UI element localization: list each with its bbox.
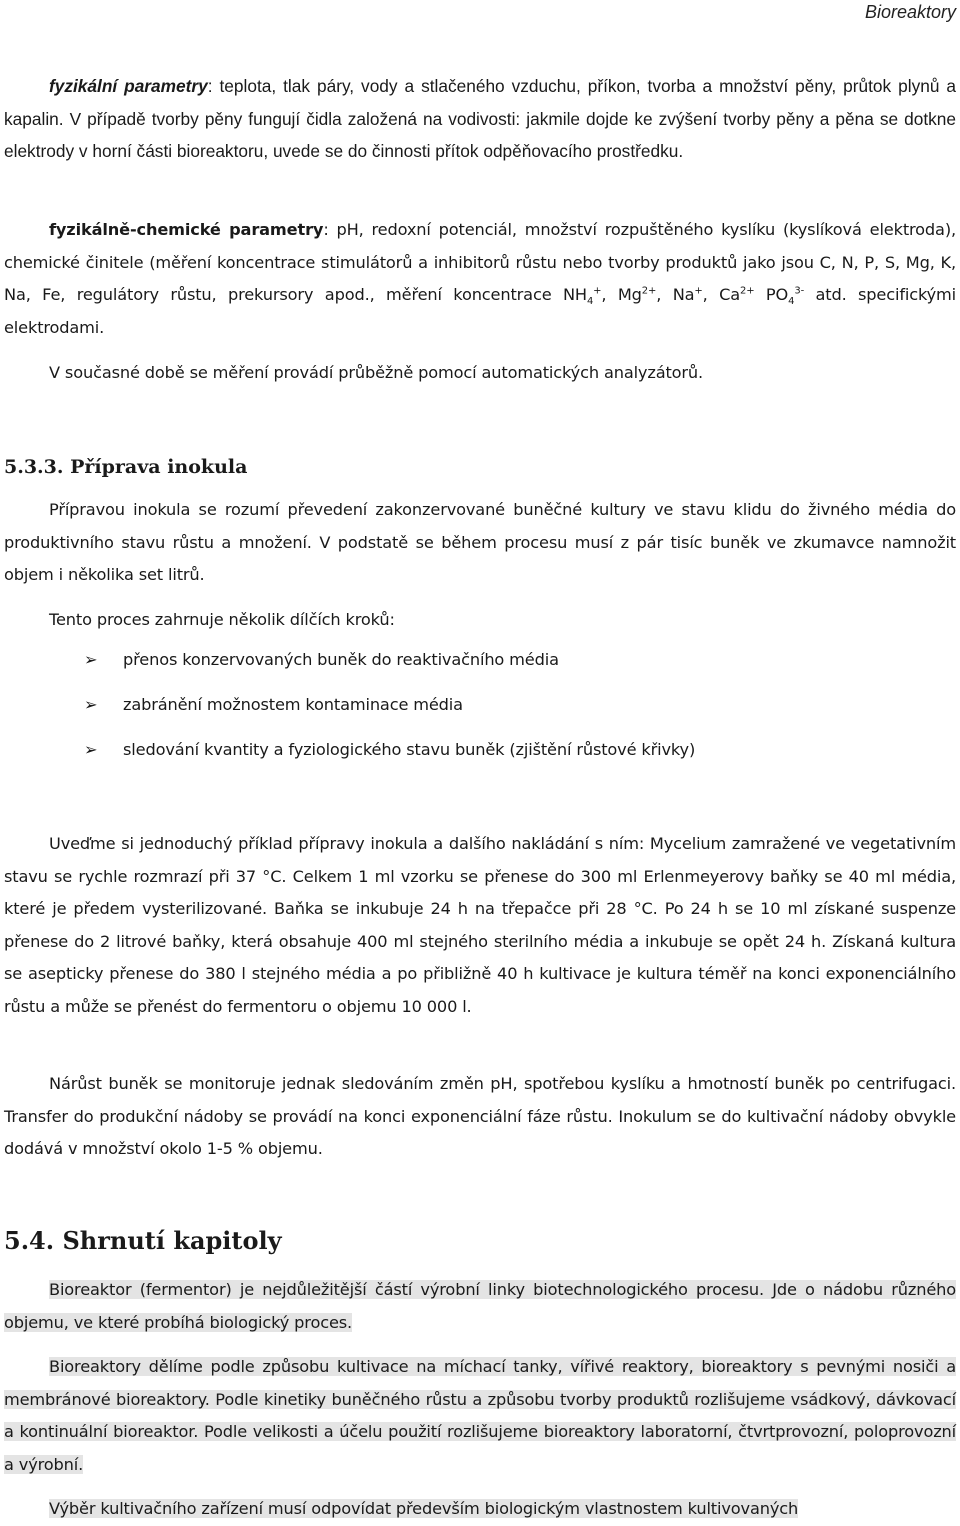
paragraph-example: Uveďme si jednoduchý příklad přípravy inokula a dalšího nakládání s ním: Mycelium zamražené ve vegetativním stavu se rychle rozmrazí při 37 °C. Celkem 1 ml vzorku se přenese do 300 ml Erlenmeyerovy baňky se 40 ml média, které je předem vysterilizované. Baňka se inkubuje 24 h na třepačce při 28 °C. Po 24 h se 10 ml získané suspenze přenese do 2 litrové baňky, která obsahuje 400 ml stejného sterilního média a inkubuje se opět 24 h. Získaná kultura se asepticky přenese do 380 l stejného média a po přibližně 40 h kultivace je kultura téměř na konci exponenciálního růstu a může se přenést do fermentoru o objemu 10 000 l. <box>4 834 956 1016</box>
paragraph-inoculum-intro: Přípravou inokula se rozumí převedení zakonzervované buněčné kultury ve stavu klidu do živného média do produktivního stavu růstu a množení. V podstatě se během procesu musí z pár tisíc buněk ve zkumavce namnožit objem i několika set litrů. <box>4 500 956 584</box>
paragraph-monitoring: Nárůst buněk se monitoruje jednak sledováním změn pH, spotřebou kyslíku a hmotností buněk po centrifugaci. Transfer do produkční nádoby se provádí na konci exponenciální fáze růstu. Inokulum se do kultivační nádoby obvykle dodává v množství okolo 1-5 % objemu. <box>4 1074 956 1158</box>
physchem-parameters-text: : pH, redoxní potenciál, množství rozpuštěného kyslíku (kyslíková elektroda), chemické činitele (měření koncentrace stimulátorů a inhibitorů růstu nebo tvorby produktů jako jsou C, N, P, S, Mg, K, Na, Fe, regulátory růstu, prekursory apod., měření koncentrace <box>4 220 956 304</box>
section-heading-inoculum: 5.3.3. Příprava inokula <box>4 456 248 478</box>
summary-paragraph-2: Bioreaktory dělíme podle způsobu kultivace na míchací tanky, vířivé reaktory, bioreaktory s pevnými nosiči a membránové bioreaktory. Podle kinetiky buněčného růstu a způsobu tvorby produktů rozlišujeme vsádkový, dávkovací a kontinuální bioreaktor. Podle velikosti a účelu použití rozlišujeme bioreaktory laboratorní, čtvrtprovozní, poloprovozní a výrobní. <box>4 1357 956 1474</box>
running-header: Bioreaktory <box>864 2 956 22</box>
arrow-bullet-icon: ➢ <box>84 650 98 669</box>
physical-parameters-text: : teplota, tlak páry, vody a stlačeného vzduchu, příkon, tvorba a množství pěny, průtok plynů a kapalin. V případě tvorby pěny fungují čidla založená na vodivosti: jakmile dojde ke zvýšení tvorby pěny a pěna se dotkne elektrody v horní části bioreaktoru, uvede se do činnosti přítok odpěňovacího prostředku. <box>4 76 956 161</box>
term-physical-parameters: fyzikální parametry <box>49 76 208 96</box>
section-heading-summary: 5.4. Shrnutí kapitoly <box>4 1226 282 1255</box>
document-page: Bioreaktory fyzikální parametry: teplota, tlak páry, vody a stlačeného vzduchu, příkon, tvorba a množství pěny, průtok plynů a kapalin. V případě tvorby pěny fungují čidla založená na vodivosti: jakmile dojde ke zvýšení tvorby pěny a pěna se dotkne elektrody v horní části bioreaktoru, uvede se do činnosti přítok odpěňovacího prostředku. fyzikálně-chemické parametry: pH, redoxní potenciál, množství rozpuštěného kyslíku (kyslíková elektroda), chemické činitele (měření koncentrace stimulátorů a inhibitorů růstu nebo tvorby produktů jako jsou C, N, P, S, Mg, K, Na, Fe, regulátory růstu, prekursory apod., měření koncentrace $NH_4^+$, $Mg^{2+}$, Na+, $Ca^{2+}$ $PO_4^{3-}$ atd. specifickými elektrodami. V současné době se měření provádí průběžně pomocí automatických analyzátorů. 5.3.3. Příprava inokula Přípravou inokula se rozumí převedení zakonzervované buněčné kultury ve stavu klidu do živného média do produktivního stavu růstu a množení. V podstatě se během procesu musí z pár tisíc buněk ve zkumavce namnožit objem i několika set litrů. Tento proces zahrnuje několik dílčích kroků: ➢ přenos konzervovaných buněk do reaktivačního média ➢ zabránění možnostem kontaminace média ➢ sledování kvantity a fyziologického stavu buněk (zjištění růstové křivky) Uveďme si jednoduchý příklad přípravy inokula a dalšího nakládání s ním: Mycelium zamražené ve vegetativním stavu se rychle rozmrazí při 37 °C. Celkem 1 ml vzorku se přenese do 300 ml Erlenmeyerovy baňky se 40 ml média, které je předem vysterilizované. Baňka se inkubuje 24 h na třepačce při 28 °C. Po 24 h se 10 ml získané suspenze přenese do 2 litrové baňky, která obsahuje 400 ml stejného sterilního média a inkubuje se opět 24 h. Získaná kultura se asepticky přenese do 380 l stejného média a po přibližně 40 h kultivace je kultura téměř na konci exponenciálního růstu a může se přenést do fermentoru o objemu 10 000 l. Nárůst buněk se monitoruje jednak sledováním změn pH, spotřebou kyslíku a hmotností buněk po centrifugaci. Transfer do produkční nádoby se provádí na konci exponenciální fáze růstu. Inokulum se do kultivační nádoby obvykle dodává v množství okolo 1-5 % objemu. 5.4. Shrnutí kapitoly Bioreaktor (fermentor) je nejdůležitější částí výrobní linky biotechnologického procesu. Jde o nádobu různého objemu, ve které probíhá biologický proces. Bioreaktory dělíme podle způsobu kultivace na míchací tanky, vířivé reaktory, bioreaktory s pevnými nosiči a membránové bioreaktory. Podle kinetiky buněčného růstu a způsobu tvorby produktů rozlišujeme vsádkový, dávkovací a kontinuální bioreaktor. Podle velikosti a účelu použití rozlišujeme bioreaktory laboratorní, čtvrtprovozní, poloprovozní a výrobní. Výběr kultivačního zařízení musí odpovídat především biologickým vlastnostem kultivovaných <box>0 0 960 1525</box>
summary-paragraph-3: Výběr kultivačního zařízení musí odpovídat především biologickým vlastnostem kultivovaných <box>49 1499 799 1518</box>
paragraph-analyzers: V současné době se měření provádí průběžně pomocí automatických analyzátorů. <box>49 363 704 382</box>
summary-paragraph-1: Bioreaktor (fermentor) je nejdůležitější částí výrobní linky biotechnologického procesu. Jde o nádobu různého objemu, ve které probíhá biologický proces. <box>4 1280 956 1332</box>
paragraph-physchem-parameters: fyzikálně-chemické parametry: pH, redoxní potenciál, množství rozpuštěného kyslíku (kyslíková elektroda), chemické činitele (měření koncentrace stimulátorů a inhibitorů růstu nebo tvorby produktů jako jsou C, N, P, S, Mg, K, Na, Fe, regulátory růstu, prekursory apod., měření koncentrace $NH_4^+$, $Mg^{2+}$, Na+, $Ca^{2+}$ $PO_4^{3-}$ atd. specifickými elektrodami. <box>4 220 957 337</box>
formula-nh4: NH <box>562 285 587 304</box>
arrow-bullet-icon: ➢ <box>84 740 98 759</box>
arrow-bullet-icon: ➢ <box>84 695 98 714</box>
paragraph-physical-parameters <box>4 70 956 168</box>
paragraph-steps-intro: Tento proces zahrnuje několik dílčích kroků: <box>49 610 395 629</box>
term-physchem-parameters: fyzikálně-chemické parametry <box>49 220 324 239</box>
